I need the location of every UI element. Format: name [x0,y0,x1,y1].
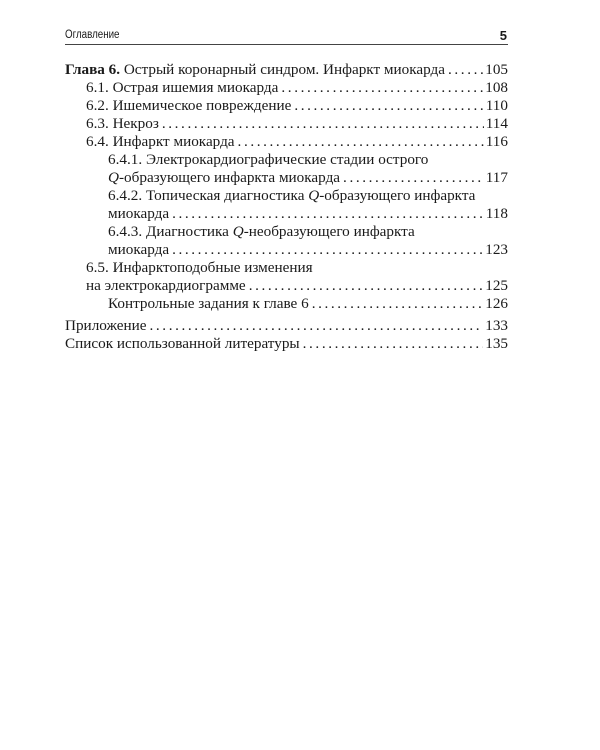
title-segment: Список использованной литературы [65,335,300,352]
toc-page-number: 105 [485,61,508,78]
toc-entry-title [86,115,159,133]
toc-line [65,317,508,335]
toc-entry[interactable] [65,79,508,97]
title-segment: 6.4.3. Диагностика [108,223,233,240]
toc-entry-title [65,335,300,353]
title-segment: миокарда [108,241,170,258]
title-segment: -образующего инфаркта миокарда [118,169,341,186]
toc-entry-title [108,151,428,169]
italic-q-letter: Q [232,223,244,240]
title-segment: 6.5. Инфарктоподобные изменения [86,259,313,276]
title-segment: Контрольные задания к главе 6 [108,295,309,312]
dot-leader [312,295,484,313]
toc-entry-title [108,187,475,205]
toc-entry-title [108,205,169,223]
title-segment: на электрокардиограмме [86,277,246,294]
dot-leader [303,335,484,353]
toc-entry-title [86,259,313,277]
title-segment: 6.4.1. Электрокардиографические стадии острого [108,151,429,168]
toc-page-number: 110 [485,97,508,114]
dot-leader [162,115,484,133]
title-segment: -образующего инфаркта [319,187,476,204]
toc-entry[interactable] [65,151,508,187]
dot-leader [249,277,484,295]
toc-entry[interactable] [65,295,508,313]
toc-line [65,133,508,151]
toc-line [65,205,508,223]
toc-entry-title [86,277,246,295]
toc-entry-title [108,241,169,259]
running-header-title: Оглавление [65,29,120,41]
toc-line [65,169,508,187]
title-segment: 6.4. Инфаркт миокарда [86,133,235,150]
toc-page-number: 108 [485,79,508,96]
title-segment: -необразующего инфаркта [243,223,415,240]
toc-line [65,277,508,295]
toc-entry-title [86,97,291,115]
toc-entry-title [108,169,340,187]
toc-line [65,97,508,115]
title-segment: Острый коронарный синдром. Инфаркт миокарда [120,61,445,78]
toc-line [65,241,508,259]
toc-line [65,223,508,241]
toc-page-number: 118 [485,205,508,222]
toc-entry[interactable] [65,259,508,295]
running-header [65,28,508,45]
toc-entry-title [65,317,147,335]
toc-line [65,61,508,79]
toc-page-number: 117 [485,169,508,186]
toc-entry-title [108,295,309,313]
title-segment: 6.1. Острая ишемия миокарда [86,79,279,96]
toc-entry[interactable] [65,133,508,151]
toc-page-number: 126 [485,295,508,312]
title-segment: 6.4.2. Топическая диагностика [108,187,309,204]
toc-page-number: 114 [485,115,508,132]
toc-entry[interactable] [65,97,508,115]
toc-page-number: 123 [485,241,508,258]
dot-leader [238,133,484,151]
toc-entry-title [108,223,415,241]
toc-entry-title [86,133,235,151]
page-number: 5 [499,28,507,43]
toc-entry[interactable] [65,335,508,353]
dot-leader [172,205,484,223]
dot-leader [150,317,484,335]
toc-line [65,335,508,353]
toc-entry[interactable] [65,223,508,259]
italic-q-letter: Q [308,187,320,204]
title-segment: Приложение [65,317,147,334]
italic-q-letter: Q [108,169,119,186]
toc-line [65,79,508,97]
toc-entry[interactable] [65,61,508,79]
title-segment: Глава 6. [65,61,121,78]
title-segment: 6.3. Некроз [86,115,159,132]
toc-line [65,295,508,313]
toc-entry[interactable] [65,115,508,133]
toc-entry-title [86,79,278,97]
toc-entry[interactable] [65,187,508,223]
title-segment: 6.2. Ишемическое повреждение [86,97,292,114]
toc-page-number: 125 [485,277,508,294]
dot-leader [172,241,483,259]
toc-entry-title [65,61,445,79]
toc-entry[interactable] [65,317,508,335]
toc-line [65,187,508,205]
toc-line [65,151,508,169]
dot-leader [294,97,483,115]
dot-leader [448,61,483,79]
toc-page-number: 133 [485,317,508,334]
dot-leader [281,79,483,97]
toc-page-number: 135 [485,335,508,352]
dot-leader [343,169,484,187]
toc-line [65,115,508,133]
title-segment: миокарда [108,205,170,222]
toc-page-number: 116 [485,133,508,150]
toc-line [65,259,508,277]
table-of-contents [65,61,508,353]
